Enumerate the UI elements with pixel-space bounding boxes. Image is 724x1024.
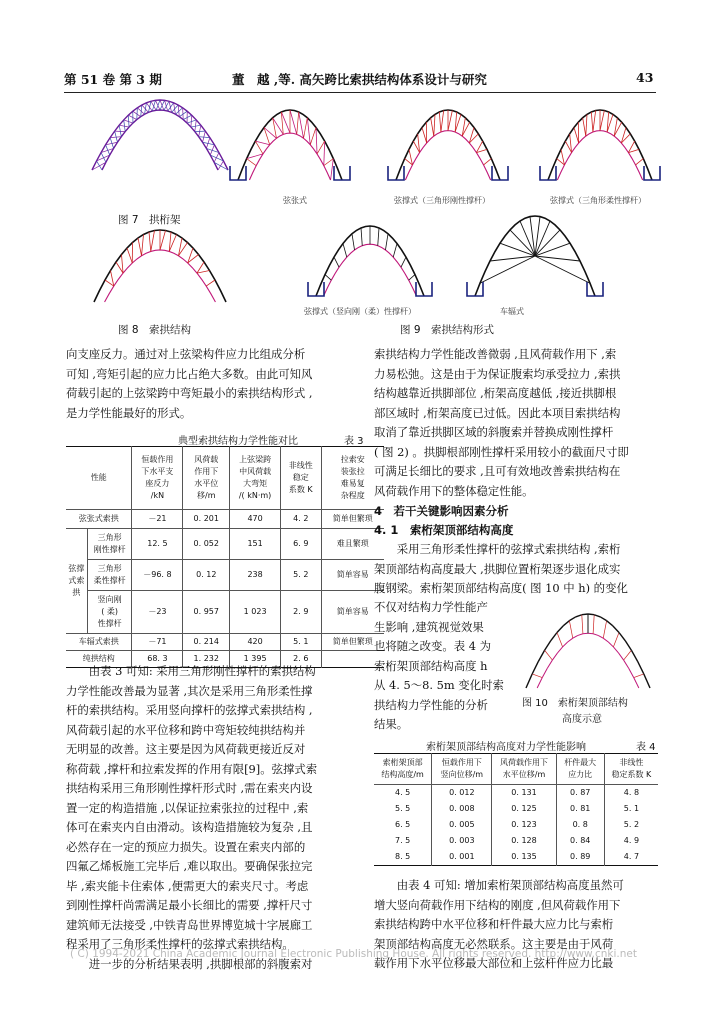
table4-header: 风荷载作用下 水平位移/m (492, 754, 556, 785)
left-paragraph-1: 向支座反力。通过对上弦梁构件应力比组成分析 可知 ,弯矩引起的应力比占绝大多数。由此可知风 荷载引起的上弦梁跨中弯矩最小的索拱结构形式 , 是力学性能最好的形式。 (66, 347, 313, 420)
web-member (545, 650, 553, 660)
truss-diagonal (137, 108, 138, 120)
arch-upper-chord (625, 641, 631, 651)
spoke-cable (490, 256, 535, 261)
truss-diagonal (97, 161, 102, 170)
table-row: 8. 5 0. 001 0. 135 0. 89 4. 7 (374, 849, 658, 866)
arch-cable (537, 678, 542, 688)
web-member (138, 238, 142, 256)
table-row: 6. 5 0. 005 0. 123 0. 8 5. 2 (374, 817, 658, 833)
arch-cable (568, 638, 573, 642)
truss-inner-chord (102, 110, 218, 170)
web-member (304, 118, 308, 138)
web-member (422, 128, 427, 143)
web-member (149, 232, 151, 251)
web-member (600, 110, 604, 130)
web-member (586, 114, 587, 136)
arch-cable (613, 647, 618, 653)
arch-cable (593, 634, 598, 636)
web-member (247, 159, 257, 166)
web-member (393, 244, 397, 258)
web-member (317, 141, 325, 154)
journal-issue: 第 51 卷 第 3 期 (64, 72, 162, 87)
spoke-cable (535, 256, 590, 283)
web-member (603, 621, 606, 639)
web-member (127, 248, 132, 263)
truss-diagonal (110, 137, 121, 138)
table3-corner: 性能 (66, 447, 132, 510)
table-row: 车辐式索拱 －71 0. 214 420 5. 1 简单但繁琐 (66, 634, 384, 651)
right-paragraph-2-narrow: 不仅对结构力学性能产 生影响 ,建筑视觉效果 也将随之改变。表 4 为 索桁架顶部结构高度 h 从 4. 5～8. 5m 变化时索 拱结构力学性能的分析 结果。 (374, 600, 504, 731)
arch-upper-chord (532, 661, 538, 674)
arch-cable (583, 633, 588, 634)
table-row: 4. 5 0. 012 0. 131 0. 87 4. 8 (374, 785, 658, 802)
web-member (557, 633, 563, 647)
web-member (324, 159, 334, 166)
spoke-cable (535, 230, 560, 256)
web-member (624, 650, 632, 660)
arch-cable (563, 642, 568, 647)
web-member (290, 110, 297, 134)
copyright-watermark: ( C) 1994-2021 China Academic Journal Electronic Publishing House. All rights reserved. http://www.cnki.net (70, 948, 637, 960)
arch-cable (552, 653, 557, 660)
web-member (583, 118, 586, 136)
arch-upper-chord (613, 626, 619, 633)
table-row: 三角形 柔性撑杆 －96. 8 0. 12 238 5. 2 简单容易 (66, 560, 384, 591)
web-member (448, 110, 452, 130)
arch-upper-chord (551, 633, 557, 641)
running-title: 董 越 ,等. 高矢跨比索拱结构体系设计与研究 (232, 72, 487, 87)
table-row: 竖向刚 ( 柔) 性撑杆 －23 0. 957 1 023 2. 9 简单容易 (66, 591, 384, 634)
arch-upper-chord (538, 650, 544, 661)
fig9-caption: 图 9 索拱结构形式 (400, 324, 495, 336)
arch-cable (573, 635, 578, 638)
web-member (324, 141, 325, 166)
web-member (634, 674, 644, 678)
web-member (361, 228, 362, 246)
web-member (431, 118, 434, 136)
truss-diagonal (115, 131, 118, 142)
arch-cable (624, 660, 629, 668)
spoke-cable (510, 230, 535, 256)
truss-diagonal (203, 131, 206, 142)
web-member (593, 110, 596, 132)
table4-title: 索桁架顶部结构高度对力学性能影响 (426, 742, 586, 753)
spoke-cable (500, 243, 535, 256)
arch-upper-chord (582, 614, 588, 615)
arch-cable (619, 653, 624, 660)
web-member (593, 615, 594, 634)
table4-header: 恒载作用下 竖向位移/m (432, 754, 492, 785)
arch-upper-chord (638, 661, 644, 674)
page-number: 43 (636, 70, 654, 85)
arch-upper-chord (588, 614, 594, 615)
web-member (613, 633, 619, 647)
arch-upper-chord (569, 617, 575, 621)
table3-header: 拉索安 装张拉 难易复 杂程度 (340, 455, 365, 500)
table3-title: 典型索拱结构力学性能对比 (178, 436, 298, 447)
web-member (151, 231, 155, 252)
sublabel-d: 弦撑式（竖向刚（柔）性撑杆） (304, 307, 416, 316)
web-member (331, 159, 334, 180)
web-member (334, 257, 339, 267)
web-member (197, 262, 204, 273)
web-member (582, 615, 583, 634)
table4-number: 表 4 (636, 742, 656, 753)
fig10-caption-2: 高度示意 (562, 714, 602, 725)
web-member (591, 112, 593, 132)
arch-upper-chord (607, 621, 613, 626)
web-member (197, 271, 210, 274)
web-member (378, 228, 379, 246)
truss-diagonal (164, 101, 169, 110)
arch-upper-chord (594, 615, 600, 617)
truss-diagonal (148, 101, 151, 112)
arch-cable (105, 250, 216, 302)
right-paragraph-3: 由表 4 可知: 增加索桁架顶部结构高度虽然可 增大竖向荷载作用下结构的刚度 ,但风荷载作用下 索拱结构跨中水平位移和杆件最大应力比与索桁 架顶部结构高度无必然联系。这主要是由于风荷 载作用下水平位移最大部位和上弦杆件应力比最 (374, 878, 624, 970)
arch-cable (629, 668, 634, 677)
table4-header: 杆件最大 应力比 (556, 754, 604, 785)
section-4-heading: 4 若干关键影响因素分析 (374, 504, 509, 518)
truss-diagonal (199, 125, 201, 136)
web-member (142, 235, 144, 256)
web-member (310, 128, 316, 145)
fig8-caption: 图 8 索拱结构 (118, 324, 192, 336)
arch-upper-chord (644, 674, 650, 688)
web-member (316, 128, 317, 154)
web-member (299, 112, 304, 138)
web-member (434, 114, 435, 136)
arch-upper-chord (631, 650, 637, 661)
table4-header: 索桁架顶部 结构高度/m (374, 754, 432, 785)
table4 (374, 753, 658, 866)
arch-cable (547, 660, 552, 668)
web-member (297, 112, 299, 134)
arch-upper-chord (600, 617, 606, 621)
truss-diagonal (152, 100, 155, 111)
web-member (574, 128, 579, 143)
table3-number: 表 3 (344, 436, 364, 447)
left-paragraph-2: 由表 3 可知: 采用三角形刚性撑杆的索拱结构 力学性能改善最为显著 ,其次是采用三角形柔性撑 杆的索拱结构。采用竖向撑杆的弦撑式索拱结构 , 风荷载引起的水平位移和跨中弯矩较纯拱结构并 无明显的改善。这主要是因为风荷载更接近反对 称荷载 ,撑杆和拉索发挥的作用有限[9]。弦撑式索 拱结构采用三角形刚性撑杆形式时 ,需在索夹内设 置一定的构造措施 ,以保证拉索张拉的过程中 ,索 体可在索夹内自由滑动。该构造措施较为复杂 ,且 必然存在一定的预应力损失。设置在索夹内部的 四氟乙烯板施工完毕后 ,难以取出。要确保张拉完 毕 ,索夹能卡住索体 ,便需更大的索夹尺寸。考虑 到刚性撑杆尚需满足最小长细比的需要 ,撑杆尺寸 建筑师无法接受 ,中铁青岛世界博览城十字展廊工 程采用了三角形柔性撑杆的弦撑式索拱结构。 进一步的分析结果表明 ,拱脚根部的斜腹索对 (66, 664, 318, 971)
spoke-cable (535, 243, 570, 256)
web-member (401, 257, 406, 267)
figure-panel (0, 0, 724, 340)
spoke-cable (480, 256, 535, 283)
web-member (325, 275, 331, 281)
arch-upper-chord (563, 621, 569, 626)
web-member (636, 159, 644, 165)
truss-diagonal (218, 161, 223, 170)
table3-header: 上弦梁跨 中风荷载 大弯矩 /( kN·m) (230, 447, 281, 510)
arch-cable (588, 633, 593, 634)
fig10-caption-1: 图 10 索桁架顶部结构 (522, 698, 628, 709)
table-row: 弦张式索拱 －21 0. 201 470 4. 2 简单但繁琐 (66, 510, 384, 529)
arch-cable (542, 668, 547, 677)
truss-diagonal (199, 137, 210, 138)
section-4-1-heading: 4. 1 索桁架顶部结构高度 (374, 523, 514, 537)
web-member (439, 112, 441, 132)
arch-cable (598, 635, 603, 638)
table-row: 纯拱结构 68. 3 1. 232 1 395 2. 6 (66, 651, 384, 668)
spoke-cable (535, 256, 580, 261)
web-member (441, 110, 444, 132)
web-member (160, 231, 166, 250)
table-row: 7. 5 0. 003 0. 128 0. 84 4. 9 (374, 833, 658, 849)
fig7-caption: 图 7 拱桁架 (118, 214, 181, 226)
arch-upper-chord (619, 633, 625, 641)
web-member (409, 275, 415, 281)
arch-cable (608, 642, 613, 647)
arch-upper-chord (557, 626, 563, 633)
web-member (343, 244, 347, 258)
web-member (385, 234, 388, 250)
web-member (206, 280, 215, 286)
web-member (569, 621, 572, 639)
web-member (484, 159, 492, 165)
arch-upper-chord (545, 641, 551, 651)
table3-group-label: 弦撑 式索 拱 (66, 529, 87, 634)
table4-header: 非线性 稳定系数 K (611, 758, 652, 779)
arch-upper-chord (576, 615, 582, 617)
table3-header: 恒载作用 下水平支 座反力 /kN (132, 447, 183, 510)
arch-cable (249, 133, 330, 180)
right-paragraph-2: 采用三角形柔性撑杆的弦撑式索拱结构 ,索桁 架顶部结构高度最大 ,拱脚位置桁架逐步退化成实 腹钢梁。索桁架顶部结构高度( 图 10 中 h) 的变化 (374, 542, 628, 595)
table3-header: 风荷载 作用下 水平位 移/m (183, 447, 230, 510)
right-paragraph-1: 索拱结构力学性能改善微弱 ,且风荷载作用下 ,索 力易松弛。这是由于为保证腹索均承受拉力 ,索拱 结构越靠近拱脚部位 ,桁架高度越低 ,接近拱脚根 部区域时 ,桁架高度已过低。因此本项目索拱结构 取消了靠近拱脚区域的斜腹索并替换成刚性撑杆 ( 图 2) 。拱脚根部刚性撑杆采用较小的截面尺寸即 可满足长细比的要求 ,且可有效地改善索拱结构在 风荷载作用下的整体稳定性能。 (374, 347, 629, 498)
truss-diagonal (119, 125, 121, 136)
web-member (532, 674, 542, 678)
table-row: 5. 5 0. 008 0. 125 0. 81 5. 1 (374, 801, 658, 817)
arch-cable (634, 678, 639, 688)
arch-upper-chord (526, 674, 532, 688)
web-member (307, 118, 310, 145)
arch-cable (603, 638, 608, 642)
sublabel-a: 弦张式 (283, 196, 307, 205)
table3 (66, 446, 384, 668)
web-member (352, 234, 355, 250)
sublabel-c: 弦撑式（三角形柔性撑杆） (550, 196, 646, 205)
sublabel-b: 弦撑式（三角形刚性撑杆） (394, 196, 490, 205)
table3-header: 非线性 稳定 系数 K (281, 447, 322, 510)
table-row: 弦撑 式索 拱 三角形 刚性撑杆 12. 5 0. 052 151 6. 9 难且繁琐 (66, 529, 384, 560)
fig10-diagram (518, 592, 658, 692)
sublabel-e: 车辐式 (500, 307, 524, 316)
arch-cable (578, 634, 583, 636)
truss-diagonal (128, 115, 129, 127)
arch-cable (557, 647, 562, 653)
